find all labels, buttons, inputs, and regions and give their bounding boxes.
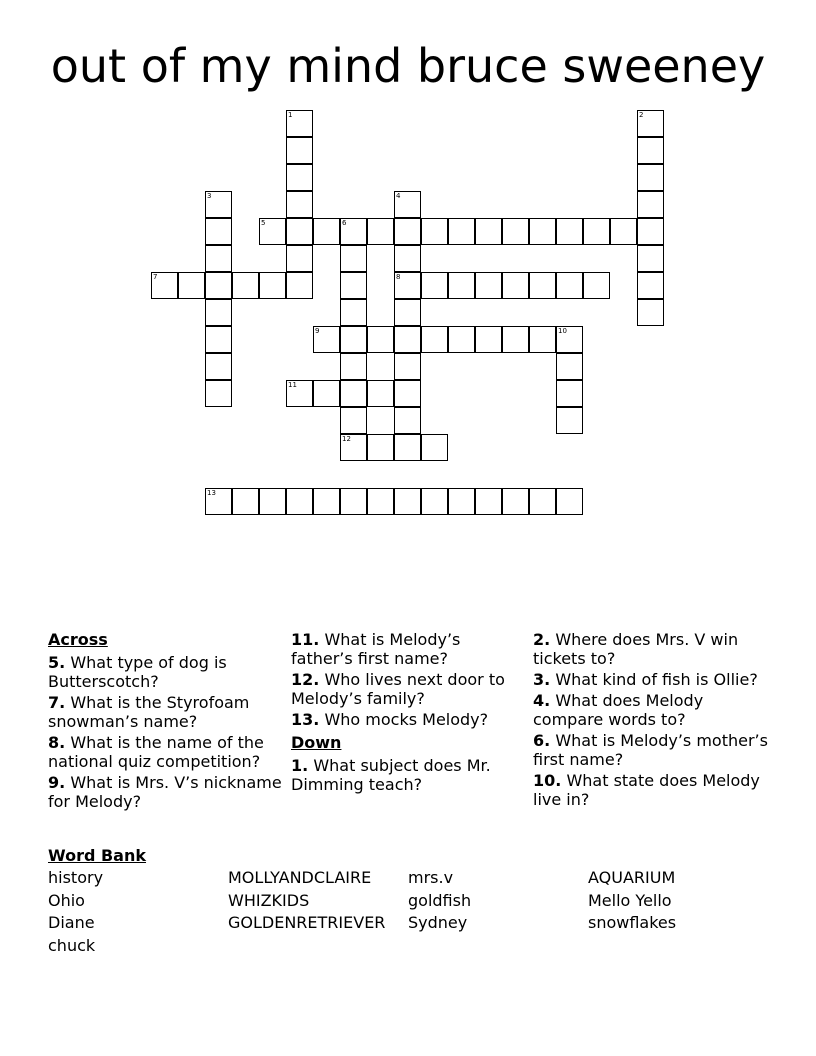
- grid-cell[interactable]: [637, 245, 664, 272]
- grid-cell[interactable]: [637, 164, 664, 191]
- grid-cell[interactable]: [475, 488, 502, 515]
- grid-cell[interactable]: [394, 218, 421, 245]
- clue-across-13: 13. Who mocks Melody?: [291, 710, 489, 729]
- word-bank-item: AQUARIUM: [588, 868, 676, 887]
- clue-down-4: 4. What does Melody compare words to?: [533, 691, 704, 729]
- clue-across-5: 5. What type of dog is Butterscotch?: [48, 653, 227, 691]
- grid-cell[interactable]: [394, 299, 421, 326]
- grid-cell[interactable]: [556, 353, 583, 380]
- word-bank-item: WHIZKIDS: [228, 890, 310, 910]
- clue-across-7: 7. What is the Styrofoam snowman’s name?: [48, 693, 250, 731]
- grid-cell[interactable]: [340, 272, 367, 299]
- grid-cell[interactable]: [637, 191, 664, 218]
- grid-cell[interactable]: [367, 434, 394, 461]
- grid-cell[interactable]: [340, 488, 367, 515]
- grid-cell[interactable]: [205, 488, 232, 515]
- grid-cell[interactable]: [394, 245, 421, 272]
- word-bank-item: Sydney: [408, 913, 468, 932]
- grid-cell[interactable]: [340, 353, 367, 380]
- across-heading: Across: [48, 630, 108, 649]
- grid-cell[interactable]: [286, 137, 313, 164]
- clue-across-8: 8. What is the name of the national quiz competition?: [48, 733, 264, 771]
- clue-across-9: 9. What is Mrs. V’s nickname for Melody?: [48, 773, 282, 811]
- clue-down-3: 3. What kind of fish is Ollie?: [533, 670, 758, 689]
- clue-across-12: 12. Who lives next door to Melody’s family?: [291, 670, 505, 708]
- clue-down-2: 2. Where does Mrs. V win tickets to?: [533, 630, 739, 668]
- clues-column-3: [533, 630, 768, 811]
- clue-number: 1: [288, 111, 293, 119]
- grid-cell[interactable]: [178, 272, 205, 299]
- grid-cell[interactable]: [610, 218, 637, 245]
- grid-cell[interactable]: [394, 488, 421, 515]
- grid-cell[interactable]: [367, 488, 394, 515]
- clue-number: 13: [207, 489, 216, 497]
- clue-down-6: 6. What is Melody’s mother’s first name?: [533, 731, 768, 769]
- grid-cell[interactable]: [394, 434, 421, 461]
- grid-cell[interactable]: [448, 272, 475, 299]
- clue-number: 2: [639, 111, 644, 119]
- grid-cell[interactable]: [556, 380, 583, 407]
- clue-number: 9: [315, 327, 320, 335]
- grid-cell[interactable]: [475, 326, 502, 353]
- clue-down-1: 1. What subject does Mr. Dimming teach?: [291, 756, 491, 794]
- grid-cell[interactable]: [394, 353, 421, 380]
- clue-across-11: 11. What is Melody’s father’s first name?: [291, 630, 461, 668]
- grid-cell[interactable]: [637, 299, 664, 326]
- grid-cell[interactable]: [556, 272, 583, 299]
- word-bank-item: Mello Yello: [588, 890, 672, 910]
- clue-number: 6: [342, 219, 347, 227]
- grid-cell[interactable]: [448, 326, 475, 353]
- grid-cell[interactable]: [367, 326, 394, 353]
- clue-number: 11: [288, 381, 297, 389]
- grid-cell[interactable]: [556, 218, 583, 245]
- grid-cell[interactable]: [394, 326, 421, 353]
- grid-cell[interactable]: [367, 380, 394, 407]
- grid-cell[interactable]: [394, 191, 421, 218]
- grid-cell[interactable]: [421, 326, 448, 353]
- grid-cell[interactable]: [340, 380, 367, 407]
- grid-cell[interactable]: [286, 245, 313, 272]
- grid-cell[interactable]: [556, 407, 583, 434]
- grid-cell[interactable]: [583, 218, 610, 245]
- grid-cell[interactable]: [421, 434, 448, 461]
- grid-cell[interactable]: [502, 218, 529, 245]
- word-bank-item: chuck: [48, 935, 96, 955]
- word-bank-item: snowflakes: [588, 913, 677, 932]
- grid-cell[interactable]: [259, 272, 286, 299]
- grid-cell[interactable]: [286, 272, 313, 299]
- grid-cell[interactable]: [502, 488, 529, 515]
- grid-cell[interactable]: [313, 488, 340, 515]
- grid-cell[interactable]: [637, 272, 664, 299]
- grid-cell[interactable]: [529, 218, 556, 245]
- down-heading: Down: [291, 733, 342, 752]
- grid-cell[interactable]: [286, 380, 313, 407]
- grid-cell[interactable]: [232, 272, 259, 299]
- grid-cell[interactable]: [421, 218, 448, 245]
- word-bank: [48, 868, 768, 968]
- grid-cell[interactable]: [286, 191, 313, 218]
- grid-cell[interactable]: [205, 299, 232, 326]
- grid-cell[interactable]: [502, 326, 529, 353]
- word-bank-item: MOLLYANDCLAIRE: [228, 868, 372, 887]
- grid-cell[interactable]: [340, 434, 367, 461]
- grid-cell[interactable]: [205, 245, 232, 272]
- grid-cell[interactable]: [475, 218, 502, 245]
- clue-number: 7: [153, 273, 158, 281]
- grid-cell[interactable]: [286, 218, 313, 245]
- grid-cell[interactable]: [637, 218, 664, 245]
- grid-cell[interactable]: [394, 380, 421, 407]
- word-bank-item: mrs.v: [408, 868, 454, 887]
- grid-cell[interactable]: [286, 164, 313, 191]
- grid-cell[interactable]: [205, 326, 232, 353]
- grid-cell[interactable]: [448, 218, 475, 245]
- grid-cell[interactable]: [502, 272, 529, 299]
- grid-cell[interactable]: [340, 299, 367, 326]
- clue-number: 4: [396, 192, 401, 200]
- grid-cell[interactable]: [340, 218, 367, 245]
- grid-cell[interactable]: [394, 407, 421, 434]
- grid-cell[interactable]: [367, 218, 394, 245]
- puzzle-title: out of my mind bruce sweeney: [50, 39, 766, 93]
- grid-cell[interactable]: [205, 272, 232, 299]
- clue-number: 3: [207, 192, 212, 200]
- grid-cell[interactable]: [232, 488, 259, 515]
- grid-cell[interactable]: [259, 488, 286, 515]
- grid-cell[interactable]: [313, 380, 340, 407]
- grid-cell[interactable]: [421, 272, 448, 299]
- word-bank-item: history: [48, 868, 104, 887]
- grid-cell[interactable]: [556, 488, 583, 515]
- grid-cell[interactable]: [529, 326, 556, 353]
- grid-cell[interactable]: [475, 272, 502, 299]
- clues-column-2: [291, 630, 516, 796]
- grid-cell[interactable]: [529, 488, 556, 515]
- grid-cell[interactable]: [637, 137, 664, 164]
- clue-number: 8: [396, 273, 401, 281]
- grid-cell[interactable]: [205, 191, 232, 218]
- grid-cell[interactable]: [340, 245, 367, 272]
- clues-column-1: [48, 630, 288, 813]
- grid-cell[interactable]: [259, 218, 286, 245]
- clue-number: 12: [342, 435, 351, 443]
- grid-cell[interactable]: [313, 326, 340, 353]
- grid-cell[interactable]: [340, 407, 367, 434]
- grid-cell[interactable]: [205, 353, 232, 380]
- clue-number: 5: [261, 219, 266, 227]
- grid-cell[interactable]: [448, 488, 475, 515]
- grid-cell[interactable]: [637, 110, 664, 137]
- grid-cell[interactable]: [340, 326, 367, 353]
- word-bank-title: Word Bank: [48, 846, 147, 865]
- word-bank-item: Ohio: [48, 890, 85, 910]
- grid-cell[interactable]: [394, 272, 421, 299]
- grid-cell[interactable]: [313, 218, 340, 245]
- grid-cell[interactable]: [205, 218, 232, 245]
- word-bank-item: Diane: [48, 913, 95, 932]
- grid-cell[interactable]: [151, 272, 178, 299]
- grid-cell[interactable]: [286, 110, 313, 137]
- clue-down-10: 10. What state does Melody live in?: [533, 771, 760, 809]
- word-bank-item: GOLDENRETRIEVER: [228, 913, 386, 932]
- grid-cell[interactable]: [583, 272, 610, 299]
- clue-number: 10: [558, 327, 567, 335]
- grid-cell[interactable]: [205, 380, 232, 407]
- grid-cell[interactable]: [556, 326, 583, 353]
- grid-cell[interactable]: [529, 272, 556, 299]
- grid-cell[interactable]: [421, 488, 448, 515]
- grid-cell[interactable]: [286, 488, 313, 515]
- word-bank-item: goldfish: [408, 890, 472, 910]
